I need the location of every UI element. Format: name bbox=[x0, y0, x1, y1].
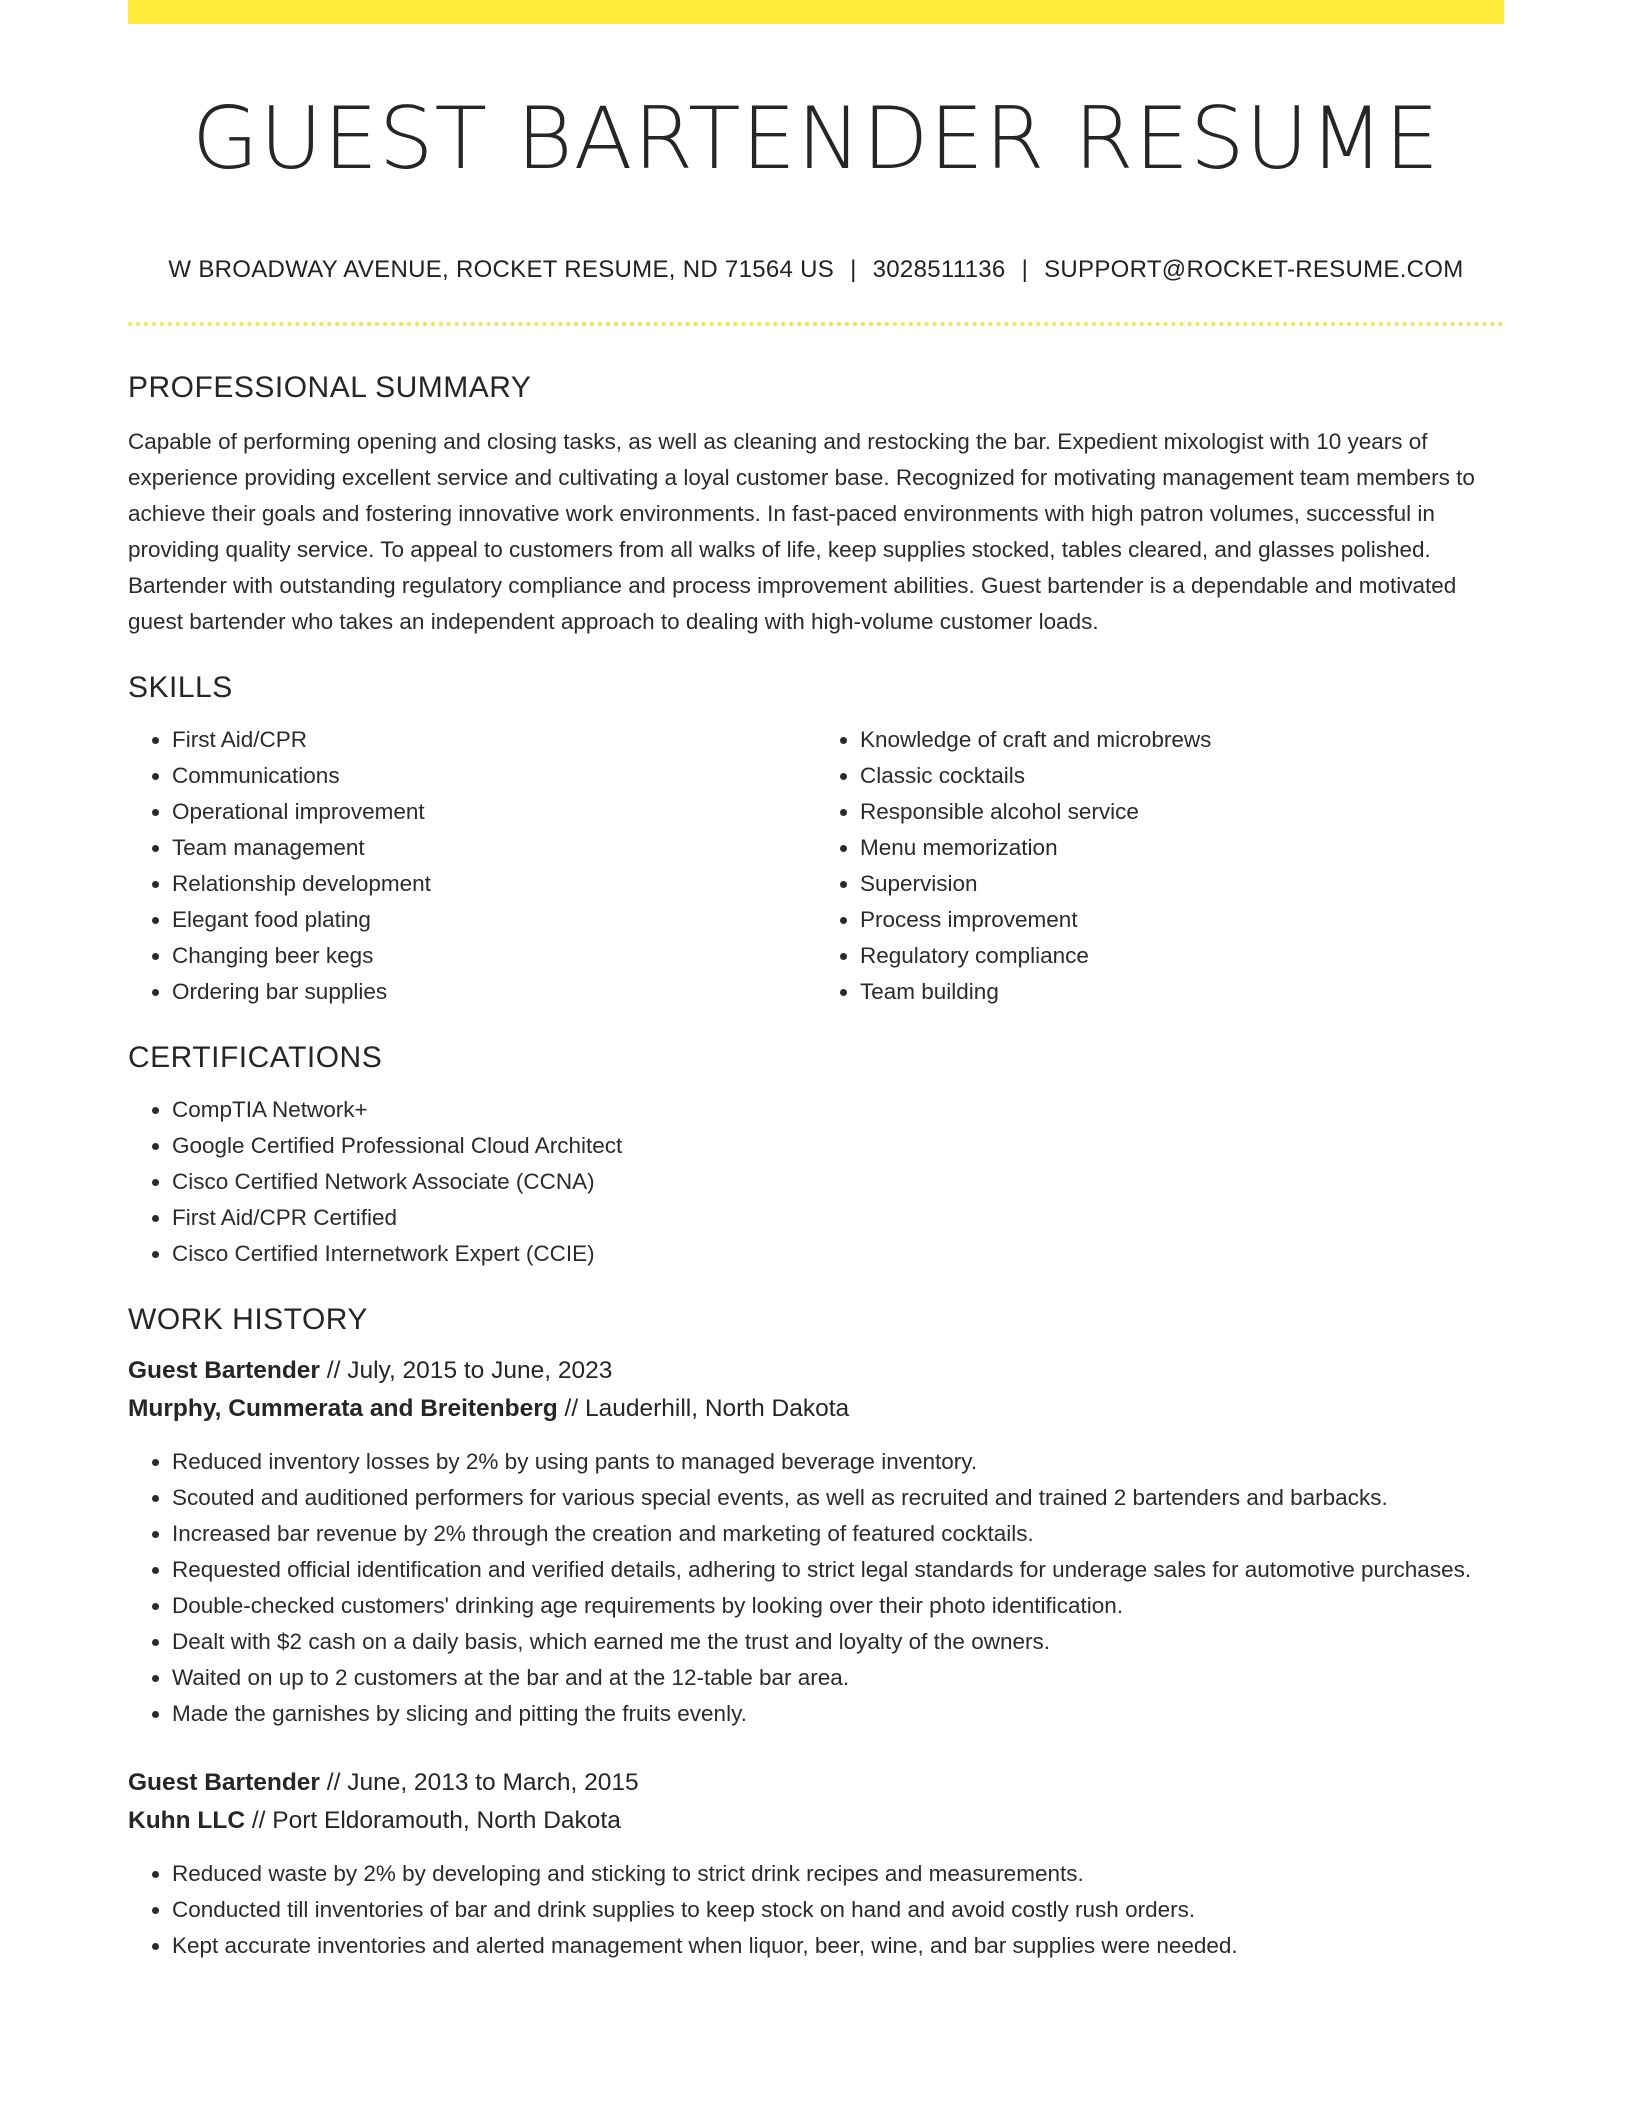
job-dates: // July, 2015 to June, 2023 bbox=[319, 1357, 613, 1384]
job-bullet: • Waited on up to 2 customers at the bar and at the 12-table bar area. bbox=[172, 1660, 1504, 1696]
work-history-heading: WORK HISTORY bbox=[128, 1303, 368, 1336]
job-bullet: • Scouted and auditioned performers for various special events, as well as recruited and trained 2 bartenders and barbacks. bbox=[172, 1480, 1504, 1516]
job-company: Murphy, Cummerata and Breitenberg bbox=[128, 1395, 558, 1422]
job-company-line bbox=[128, 1802, 1504, 1840]
certifications-section bbox=[128, 1038, 1504, 1272]
job-bullet: • Made the garnishes by slicing and pitting the fruits evenly. bbox=[172, 1696, 1504, 1732]
job-bullet: • Conducted till inventories of bar and drink supplies to keep stock on hand and avoid costly rush orders. bbox=[172, 1892, 1504, 1928]
job-title: Guest Bartender bbox=[128, 1357, 320, 1384]
resume-page bbox=[128, 0, 1504, 1964]
summary-heading: PROFESSIONAL SUMMARY bbox=[128, 371, 532, 404]
separator: | bbox=[1021, 256, 1029, 283]
skill-item: • Knowledge of craft and microbrews bbox=[860, 722, 1504, 758]
certification-item: • Cisco Certified Network Associate (CCNA) bbox=[172, 1164, 1504, 1200]
job-bullets bbox=[128, 1856, 1504, 1964]
job-entry bbox=[128, 1352, 1504, 1732]
address: W BROADWAY AVENUE, ROCKET RESUME, ND 71564 US bbox=[168, 256, 835, 283]
skill-item: • Ordering bar supplies bbox=[172, 974, 816, 1010]
certifications-heading: CERTIFICATIONS bbox=[128, 1041, 383, 1074]
skills-heading: SKILLS bbox=[128, 671, 233, 704]
skill-item: • Team management bbox=[172, 830, 816, 866]
certification-item: • Google Certified Professional Cloud Architect bbox=[172, 1128, 1504, 1164]
separator: | bbox=[850, 256, 857, 283]
page-title: GUEST BARTENDER RESUME bbox=[191, 89, 1441, 189]
skill-item: • First Aid/CPR bbox=[172, 722, 816, 758]
job-bullet: • Reduced inventory losses by 2% by using pants to managed beverage inventory. bbox=[172, 1444, 1504, 1480]
skills-list-left bbox=[128, 722, 816, 1010]
certifications-list bbox=[128, 1092, 1504, 1272]
skill-item: • Communications bbox=[172, 758, 816, 794]
job-bullet: • Increased bar revenue by 2% through the creation and marketing of featured cocktails. bbox=[172, 1516, 1504, 1552]
job-location: // Port Eldoramouth, North Dakota bbox=[245, 1807, 621, 1834]
work-history-section bbox=[128, 1300, 1504, 1964]
job-company: Kuhn LLC bbox=[128, 1807, 246, 1834]
job-title-line bbox=[128, 1352, 1504, 1390]
job-bullets bbox=[128, 1444, 1504, 1732]
job-bullet: • Reduced waste by 2% by developing and sticking to strict drink recipes and measurements. bbox=[172, 1856, 1504, 1892]
certification-item: • First Aid/CPR Certified bbox=[172, 1200, 1504, 1236]
job-bullet: • Requested official identification and verified details, adhering to strict legal standards for underage sales for automotive purchases. bbox=[172, 1552, 1504, 1588]
certification-item: • CompTIA Network+ bbox=[172, 1092, 1504, 1128]
skill-item: • Elegant food plating bbox=[172, 902, 816, 938]
summary-section bbox=[128, 368, 1504, 640]
job-bullet: • Double-checked customers' drinking age requirements by looking over their photo identification. bbox=[172, 1588, 1504, 1624]
top-accent-bar bbox=[128, 0, 1504, 24]
summary-text: Capable of performing opening and closing tasks, as well as cleaning and restocking the bar. Expedient mixologist with 10 years of experience providing excellent service and cultivating a loyal customer base. Recognized for motivating management team members to achieve their goals and fostering innovative work environments. In fast-paced environments with high patron volumes, successful in providing quality service. To appeal to customers from all walks of life, keep supplies stocked, tables cleared, and glasses polished. Bartender with outstanding regulatory compliance and process improvement abilities. Guest bartender is a dependable and motivated guest bartender who takes an independent approach to dealing with high-volume customer loads. bbox=[128, 429, 1475, 634]
skills-columns bbox=[128, 722, 1504, 1010]
skill-item: • Operational improvement bbox=[172, 794, 816, 830]
phone: 3028511136 bbox=[872, 256, 1006, 283]
contact-line bbox=[128, 254, 1504, 286]
job-dates: // June, 2013 to March, 2015 bbox=[319, 1769, 639, 1796]
skill-item: • Changing beer kegs bbox=[172, 938, 816, 974]
skill-item: • Supervision bbox=[860, 866, 1504, 902]
skill-item: • Menu memorization bbox=[860, 830, 1504, 866]
skills-section bbox=[128, 668, 1504, 1010]
skill-item: • Relationship development bbox=[172, 866, 816, 902]
job-title: Guest Bartender bbox=[128, 1769, 320, 1796]
skills-list-right bbox=[816, 722, 1504, 1010]
job-title-line bbox=[128, 1764, 1504, 1802]
job-company-line bbox=[128, 1390, 1504, 1428]
skill-item: • Team building bbox=[860, 974, 1504, 1010]
job-bullet: • Kept accurate inventories and alerted management when liquor, beer, wine, and bar supplies were needed. bbox=[172, 1928, 1504, 1964]
job-entry bbox=[128, 1764, 1504, 1964]
skill-item: • Regulatory compliance bbox=[860, 938, 1504, 974]
certification-item: • Cisco Certified Internetwork Expert (CCIE) bbox=[172, 1236, 1504, 1272]
dotted-divider bbox=[128, 322, 1504, 326]
skill-item: • Process improvement bbox=[860, 902, 1504, 938]
skill-item: • Responsible alcohol service bbox=[860, 794, 1504, 830]
job-bullet: • Dealt with $2 cash on a daily basis, which earned me the trust and loyalty of the owners. bbox=[172, 1624, 1504, 1660]
email: SUPPORT@ROCKET-RESUME.COM bbox=[1044, 256, 1464, 283]
skill-item: • Classic cocktails bbox=[860, 758, 1504, 794]
job-location: // Lauderhill, North Dakota bbox=[557, 1395, 850, 1422]
